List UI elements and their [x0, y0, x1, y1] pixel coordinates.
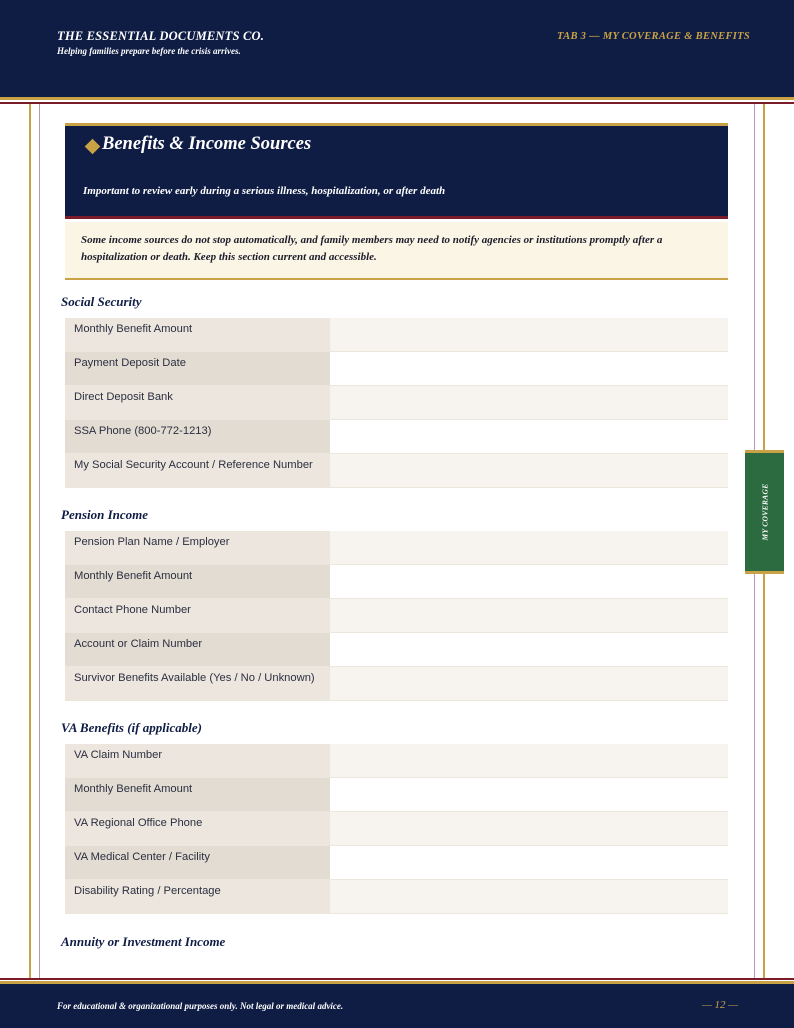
field-value[interactable] — [330, 778, 728, 811]
page-number: — 12 — — [701, 999, 738, 1011]
page-title: Benefits & Income Sources — [102, 134, 312, 154]
field-label: VA Regional Office Phone — [65, 812, 330, 845]
field-value[interactable] — [330, 667, 728, 700]
field-value[interactable] — [330, 633, 728, 666]
company-tagline: Helping families prepare before the crisis arrives. — [57, 46, 241, 56]
company-name: THE ESSENTIAL DOCUMENTS CO. — [57, 29, 265, 43]
table-row — [65, 846, 728, 880]
field-label: Disability Rating / Percentage — [65, 880, 330, 913]
side-tab-label: MY COVERAGE — [760, 483, 769, 541]
table-row — [65, 778, 728, 812]
section-heading-social-security: Social Security — [61, 294, 142, 309]
section-heading-va-benefits: VA Benefits (if applicable) — [61, 720, 202, 735]
field-value[interactable] — [330, 812, 728, 845]
field-label: Monthly Benefit Amount — [65, 318, 330, 351]
table-row — [65, 599, 728, 633]
table-row — [65, 420, 728, 454]
header-gold-rule — [0, 97, 794, 100]
field-label: Account or Claim Number — [65, 633, 330, 666]
table-row — [65, 386, 728, 420]
field-label: Pension Plan Name / Employer — [65, 531, 330, 564]
field-value[interactable] — [330, 599, 728, 632]
footer-red-rule — [0, 978, 794, 980]
pension-income-table — [65, 531, 728, 701]
field-value[interactable] — [330, 420, 728, 453]
notice-box: Some income sources do not stop automatically, and family members may need to notify agencies or institutions promptly after a hospitalization or death. Keep this section current and accessible. — [65, 222, 728, 280]
table-row — [65, 667, 728, 701]
header-red-rule — [0, 102, 794, 104]
field-label: My Social Security Account / Reference Number — [65, 454, 330, 487]
field-value[interactable] — [330, 318, 728, 351]
page-header — [0, 0, 794, 97]
table-row — [65, 633, 728, 667]
side-tab-my-coverage[interactable] — [745, 450, 784, 574]
diamond-icon — [85, 139, 101, 155]
table-row — [65, 318, 728, 352]
field-value[interactable] — [330, 531, 728, 564]
left-inner-border — [39, 104, 40, 978]
field-label: Direct Deposit Bank — [65, 386, 330, 419]
footer-disclaimer: For educational & organizational purposes only. Not legal or medical advice. — [57, 1001, 344, 1011]
left-gold-border — [29, 104, 31, 978]
field-label: Monthly Benefit Amount — [65, 778, 330, 811]
table-row — [65, 812, 728, 846]
table-row — [65, 531, 728, 565]
field-label: VA Claim Number — [65, 744, 330, 777]
table-row — [65, 352, 728, 386]
field-value[interactable] — [330, 386, 728, 419]
social-security-table — [65, 318, 728, 488]
field-value[interactable] — [330, 454, 728, 487]
table-row — [65, 454, 728, 488]
field-label: Contact Phone Number — [65, 599, 330, 632]
field-value[interactable] — [330, 880, 728, 913]
field-value[interactable] — [330, 352, 728, 385]
field-label: Survivor Benefits Available (Yes / No / Unknown) — [65, 667, 330, 700]
field-label: SSA Phone (800-772-1213) — [65, 420, 330, 453]
field-label: Monthly Benefit Amount — [65, 565, 330, 598]
tab-label: TAB 3 — MY COVERAGE & BENEFITS — [557, 31, 750, 42]
section-heading-annuity-income: Annuity or Investment Income — [61, 934, 226, 949]
field-value[interactable] — [330, 744, 728, 777]
page-footer — [0, 984, 794, 1028]
field-value[interactable] — [330, 846, 728, 879]
field-label: Payment Deposit Date — [65, 352, 330, 385]
field-value[interactable] — [330, 565, 728, 598]
table-row — [65, 880, 728, 914]
va-benefits-table — [65, 744, 728, 914]
table-row — [65, 744, 728, 778]
field-label: VA Medical Center / Facility — [65, 846, 330, 879]
section-title-banner — [65, 123, 728, 219]
section-heading-pension-income: Pension Income — [61, 507, 149, 522]
table-row — [65, 565, 728, 599]
page-subtitle: Important to review early during a serious illness, hospitalization, or after death — [83, 185, 446, 197]
